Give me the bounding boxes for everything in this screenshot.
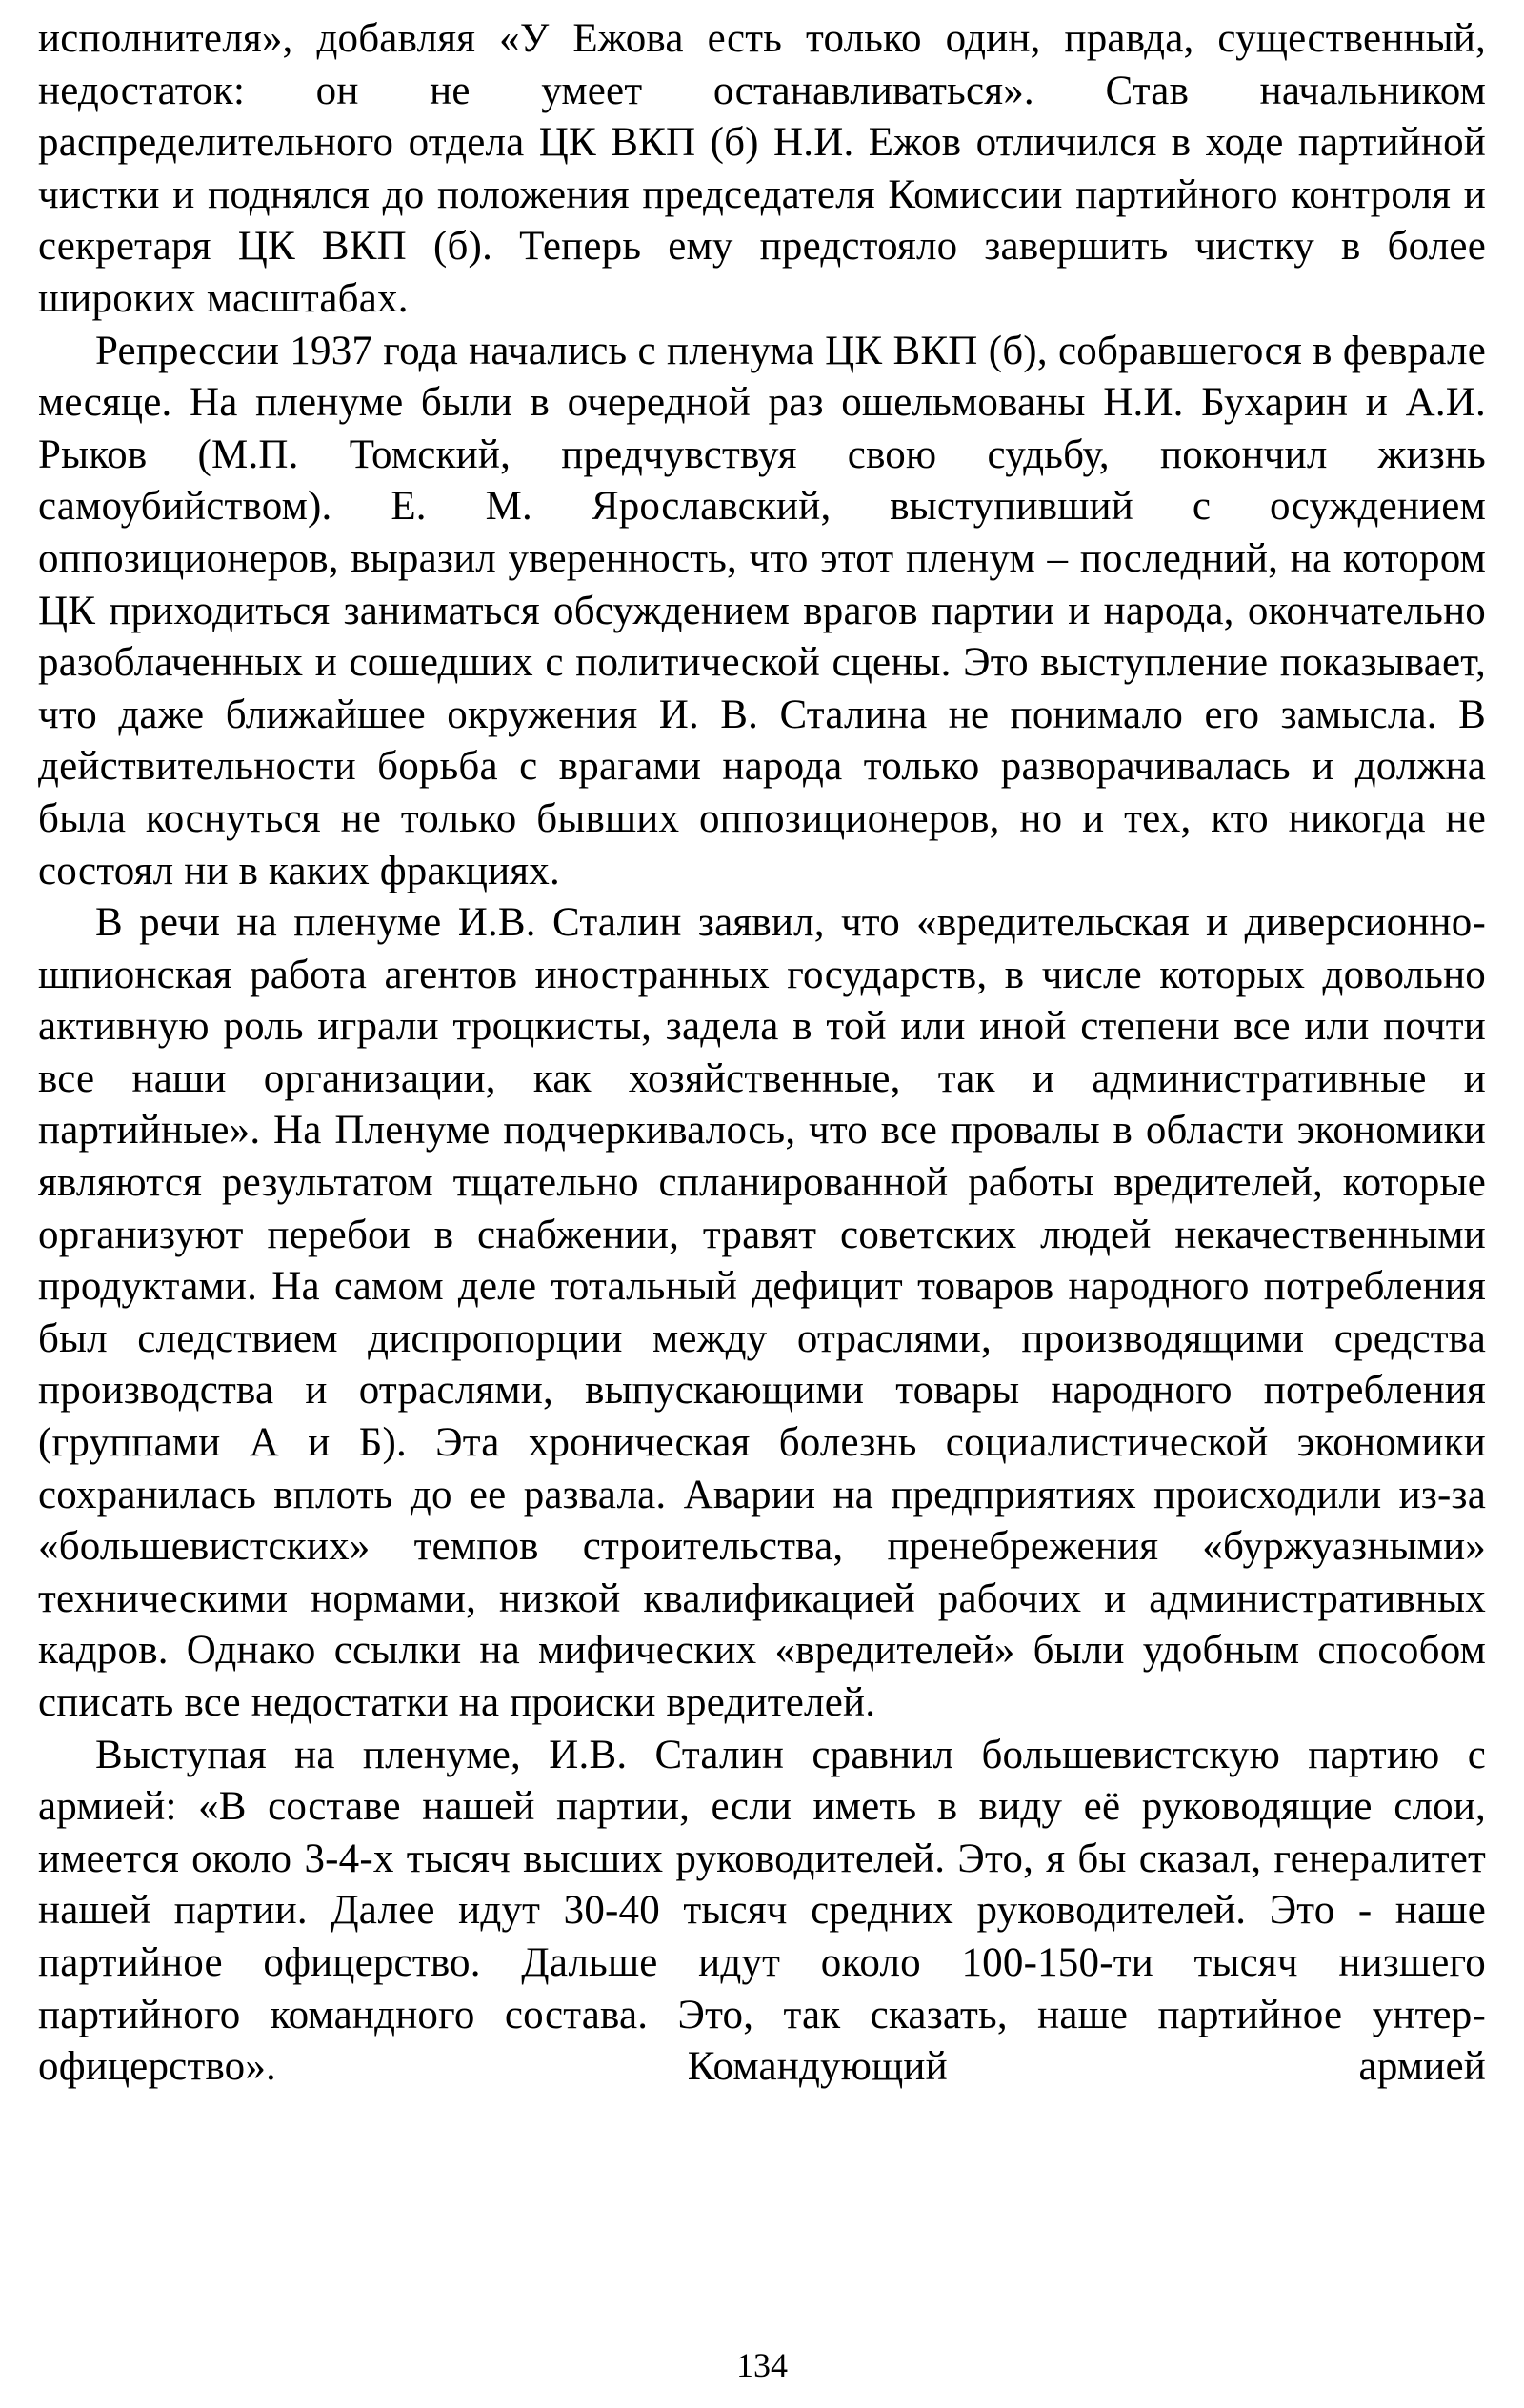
paragraph-4: Выступая на пленуме, И.В. Сталин сравнил большевистскую партию с армией: «В составе нашей партии, если иметь в виду её руководящие слои, имеется около 3-4-х тысяч высших руководителей. Это, я бы сказал, генералитет нашей партии. Далее идут 30-40 тысяч средних руководителей. Это - наше партийное офицерство. Дальше идут около 100-150-ти тысяч низшего партийного командного состава. Это, так сказать, наше партийное унтер-офицерство». Командующий армией bbox=[38, 1732, 1486, 2090]
page-number: 134 bbox=[736, 2346, 788, 2384]
paragraph-1: исполнителя», добавляя «У Ежова есть только один, правда, существенный, недостаток: он не умеет останавливаться». Став начальником распределительного отдела ЦК ВКП (б) Н.И. Ежов отличился в ходе партийной чистки и поднялся до положения председателя Комиссии партийного контроля и секретаря ЦК ВКП (б). Теперь ему предстояло завершить чистку в более широких масштабах. bbox=[38, 16, 1486, 321]
paragraph-2: Репрессии 1937 года начались с пленума ЦК ВКП (б), собравшегося в феврале месяце. На пленуме были в очередной раз ошельмованы Н.И. Бухарин и А.И. Рыков (М.П. Томский, предчувствуя свою судьбу, покончил жизнь самоубийством). Е. М. Ярославский, выступивший с осуждением оппозиционеров, выразил уверенность, что этот пленум – последний, на котором ЦК приходиться заниматься обсуждением врагов партии и народа, окончательно разоблаченных и сошедших с политической сцены. Это выступление показывает, что даже ближайшее окружения И. В. Сталина не понимало его замысла. В действительности борьба с врагами народа только разворачивалась и должна была коснуться не только бывших оппозиционеров, но и тех, кто никогда не состоял ни в каких фракциях. bbox=[38, 328, 1486, 893]
paragraph-3: В речи на пленуме И.В. Сталин заявил, что «вредительская и диверсионно-шпионская работа агентов иностранных государств, в числе которых довольно активную роль играли троцкисты, задела в той или иной степени все или почти все наши организации, как хозяйственные, так и административные и партийные». На Пленуме подчеркивалось, что все провалы в области экономики являются результатом тщательно спланированной работы вредителей, которые организуют перебои в снабжении, травят советских людей некачественными продуктами. На самом деле тотальный дефицит товаров народного потребления был следствием диспропорции между отраслями, производящими средства производства и отраслями, выпускающими товары народного потребления (группами А и Б). Эта хроническая болезнь социалистической экономики сохранилась вплоть до ее развала. Аварии на предприятиях происходили из-за «большевистских» темпов строительства, пренебрежения «буржуазными» техническими нормами, низкой квалификацией рабочих и административных кадров. Однако ссылки на мифических «вредителей» были удобным способом списать все недостатки на происки вредителей. bbox=[38, 900, 1486, 1725]
document-page bbox=[38, 13, 1486, 2094]
